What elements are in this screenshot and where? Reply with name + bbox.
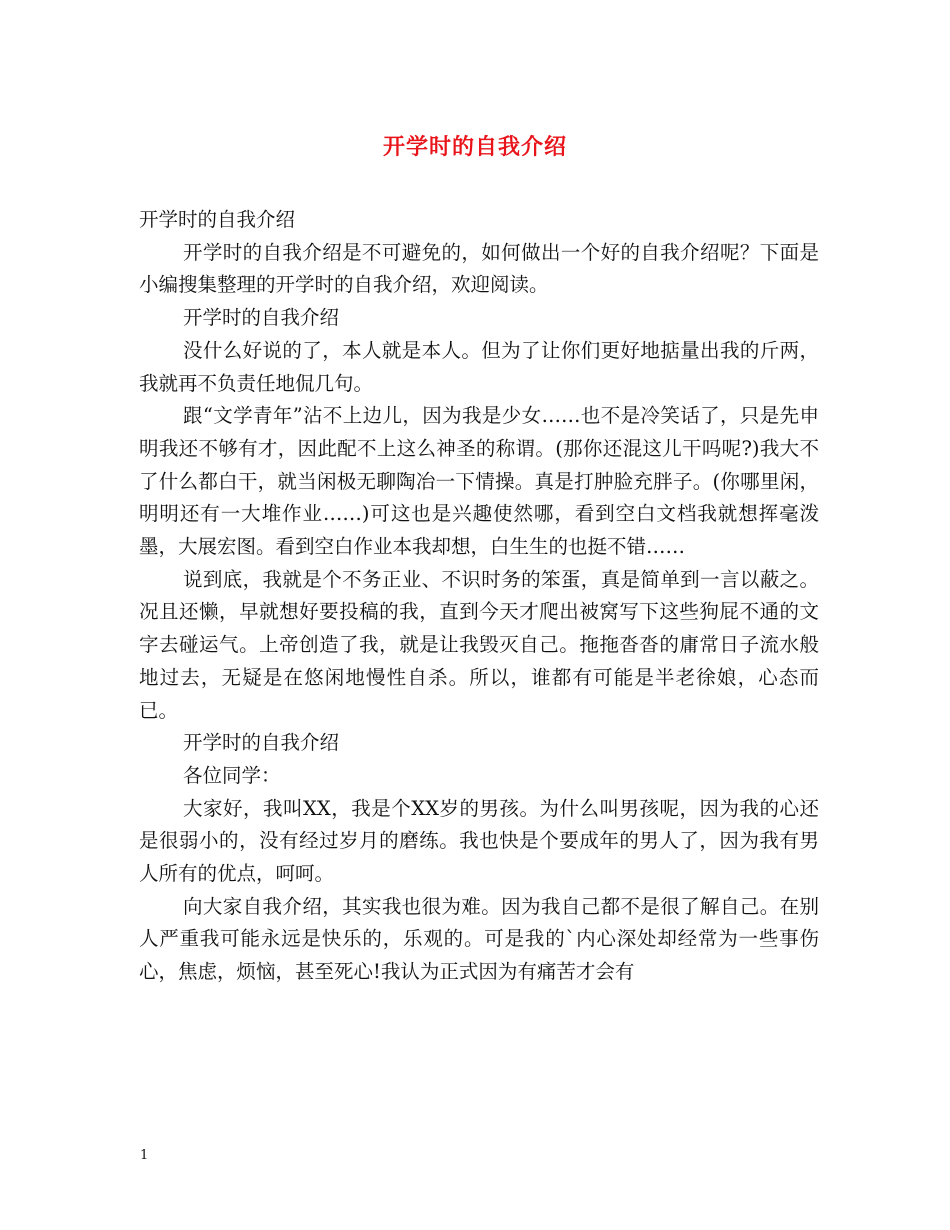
page-number: 1 [140, 1148, 149, 1163]
paragraph: 向大家自我介绍，其实我也很为难。因为我自己都不是很了解自己。在别人严重我可能永远是快乐的，乐观的。可是我的`内心深处却经常为一些事伤心，焦虑，烦恼，甚至死心!我认为正式因为有痛苦才会有 [139, 894, 819, 984]
paragraph: 跟“文学青年”沾不上边儿，因为我是少女……也不是冷笑话了，只是先申明我还不够有才，因此配不上这么神圣的称谓。(那你还混这儿干吗呢?)我大不了什么都白干，就当闲极无聊陶冶一下情操。真是打肿脸充胖子。(你哪里闲，明明还有一大堆作业……)可这也是兴趣使然哪，看到空白文档我就想挥毫泼墨，大展宏图。看到空白作业本我却想，白生生的也挺不错…… [139, 404, 819, 559]
paragraph: 开学时的自我介绍是不可避免的，如何做出一个好的自我介绍呢？下面是小编搜集整理的开学时的自我介绍，欢迎阅读。 [139, 240, 819, 297]
paragraph: 大家好，我叫XX，我是个XX岁的男孩。为什么叫男孩呢，因为我的心还是很弱小的，没有经过岁月的磨练。我也快是个要成年的男人了，因为我有男人所有的优点，呵呵。 [139, 796, 819, 886]
paragraph: 说到底，我就是个不务正业、不识时务的笨蛋，真是简单到一言以蔽之。况且还懒，早就想好要投稿的我，直到今天才爬出被窝写下这些狗屁不通的文字去碰运气。上帝创造了我，就是让我毁灭自己。拖拖沓沓的庸常日子流水般地过去，无疑是在悠闲地慢性自杀。所以，谁都有可能是半老徐娘，心态而已。 [139, 567, 819, 722]
section-heading: 开学时的自我介绍 [183, 306, 340, 330]
document-title: 开学时的自我介绍 [382, 134, 567, 160]
salutation: 各位同学： [183, 763, 281, 787]
section-heading: 开学时的自我介绍 [183, 731, 340, 755]
paragraph: 没什么好说的了，本人就是本人。但为了让你们更好地掂量出我的斤两，我就再不负责任地侃几句。 [139, 338, 819, 395]
paragraph: 开学时的自我介绍 [139, 208, 296, 231]
document-body [139, 204, 819, 989]
